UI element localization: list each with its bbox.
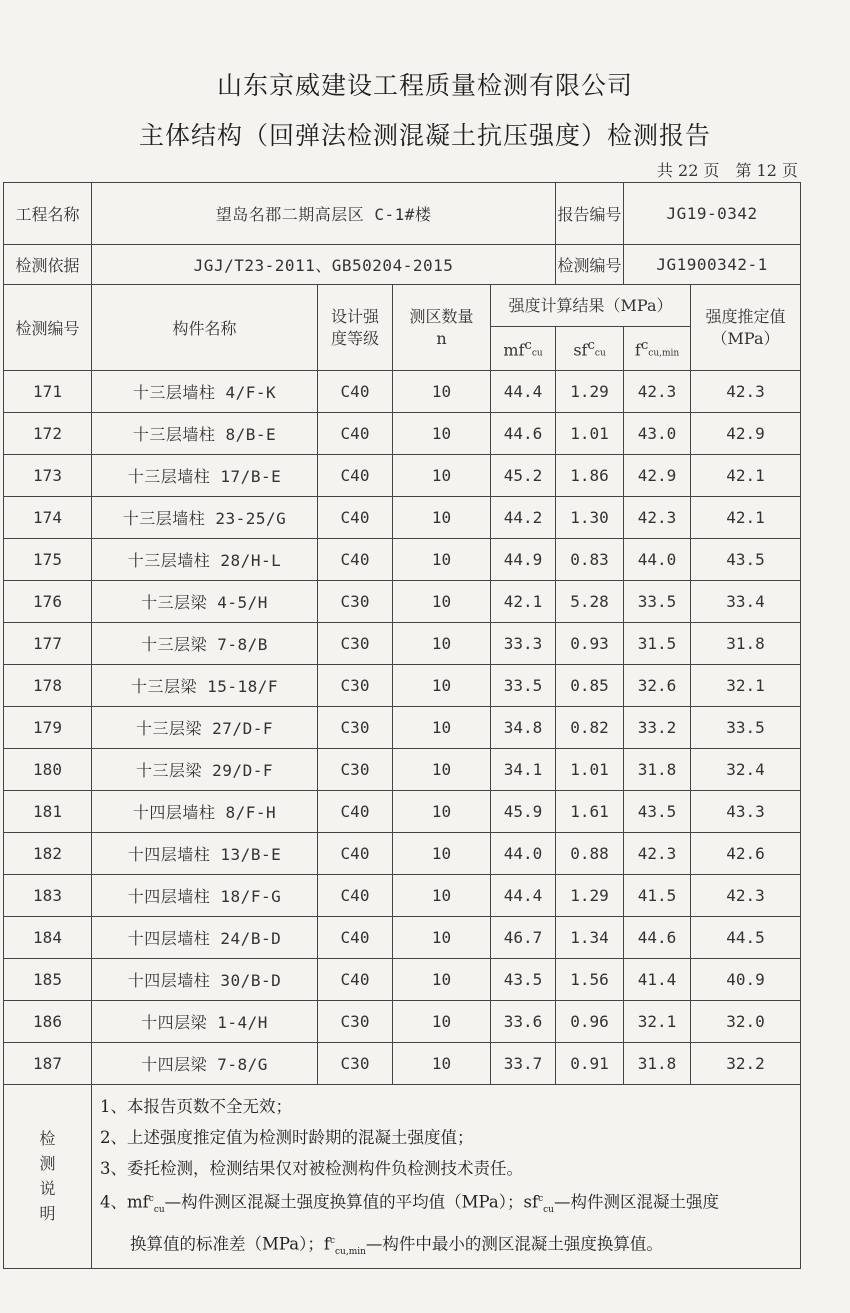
row-id: 181 [4,791,92,833]
row-areas: 10 [393,455,491,497]
col-areas-header [393,285,491,371]
row-sd: 1.29 [556,875,624,917]
row-grade: C30 [318,1043,393,1085]
row-estimate: 32.0 [691,1001,801,1043]
row-areas: 10 [393,707,491,749]
note-4: 4、$mf^c_{cu}—$构件测区混凝土强度换算值的平均值（MPa）；$sf^c_{cu}—$构件测区混凝土强度 [100,1192,719,1215]
row-estimate: 32.2 [691,1043,801,1085]
row-estimate: 31.8 [691,623,801,665]
table-row [4,959,801,1001]
col-areas-text: 测区数量 n [409,306,474,348]
row-min: 33.2 [624,707,691,749]
row-sd: 1.56 [556,959,624,1001]
row-min: 43.5 [624,791,691,833]
row-estimate: 42.9 [691,413,801,455]
row-mean: 33.7 [491,1043,556,1085]
row-id: 171 [4,371,92,413]
row-id: 179 [4,707,92,749]
row-grade: C30 [318,1001,393,1043]
row-min: 31.5 [624,623,691,665]
row-sd: 0.88 [556,833,624,875]
notes-content [92,1085,801,1269]
project-value: 望岛名郡二期高层区 C-1#楼 [92,183,556,245]
row-mean: 45.2 [491,455,556,497]
row-sd: 1.86 [556,455,624,497]
row-areas: 10 [393,1001,491,1043]
row-areas: 10 [393,917,491,959]
row-areas: 10 [393,959,491,1001]
column-header-row [4,285,801,327]
row-name: 十三层墙柱 28/H-L [92,539,318,581]
note-3: 3、委托检测，检测结果仅对被检测构件负检测技术责任。 [100,1159,523,1178]
test-no-value: JG1900342-1 [624,245,801,285]
col-sd-header: $sf^ccu$ [556,327,624,371]
row-mean: 34.8 [491,707,556,749]
row-id: 187 [4,1043,92,1085]
basis-row [4,245,801,285]
row-estimate: 33.5 [691,707,801,749]
row-sd: 0.91 [556,1043,624,1085]
notes-side-label [4,1085,92,1269]
row-areas: 10 [393,581,491,623]
row-id: 176 [4,581,92,623]
table-row [4,917,801,959]
table-row [4,833,801,875]
row-id: 180 [4,749,92,791]
row-areas: 10 [393,875,491,917]
row-estimate: 32.1 [691,665,801,707]
row-areas: 10 [393,497,491,539]
row-grade: C30 [318,749,393,791]
row-estimate: 42.6 [691,833,801,875]
note-4-cont: 换算值的标准差（MPa）；$f^c_{cu,min}—$构件中最小的测区混凝土强度换算值。 [130,1234,663,1257]
col-estimate-header [691,285,801,371]
row-areas: 10 [393,791,491,833]
table-row [4,413,801,455]
row-min: 42.9 [624,455,691,497]
row-sd: 0.96 [556,1001,624,1043]
row-grade: C40 [318,497,393,539]
row-areas: 10 [393,623,491,665]
row-sd: 1.01 [556,413,624,455]
row-areas: 10 [393,1043,491,1085]
row-mean: 44.0 [491,833,556,875]
row-areas: 10 [393,413,491,455]
row-name: 十三层梁 27/D-F [92,707,318,749]
row-mean: 42.1 [491,581,556,623]
row-sd: 1.61 [556,791,624,833]
row-min: 42.3 [624,497,691,539]
row-id: 175 [4,539,92,581]
row-mean: 33.5 [491,665,556,707]
row-name: 十三层墙柱 23-25/G [92,497,318,539]
row-grade: C30 [318,623,393,665]
table-row [4,707,801,749]
row-grade: C40 [318,959,393,1001]
row-grade: C40 [318,413,393,455]
row-sd: 1.34 [556,917,624,959]
row-mean: 43.5 [491,959,556,1001]
col-estimate-text: 强度推定值（MPa） [705,306,786,348]
row-sd: 5.28 [556,581,624,623]
row-name: 十四层墙柱 30/B-D [92,959,318,1001]
row-grade: C40 [318,791,393,833]
row-sd: 0.85 [556,665,624,707]
table-row [4,791,801,833]
row-name: 十三层梁 7-8/B [92,623,318,665]
row-name: 十四层墙柱 24/B-D [92,917,318,959]
row-id: 185 [4,959,92,1001]
row-grade: C40 [318,917,393,959]
row-name: 十三层墙柱 4/F-K [92,371,318,413]
row-id: 174 [4,497,92,539]
col-min-header: $f^ccu,\min$ [624,327,691,371]
test-no-label: 检测编号 [556,245,624,285]
row-sd: 1.30 [556,497,624,539]
row-sd: 0.93 [556,623,624,665]
table-row [4,665,801,707]
row-grade: C30 [318,665,393,707]
row-id: 177 [4,623,92,665]
row-grade: C40 [318,455,393,497]
table-row [4,497,801,539]
row-mean: 45.9 [491,791,556,833]
table-row [4,1001,801,1043]
row-name: 十三层墙柱 17/B-E [92,455,318,497]
basis-label: 检测依据 [4,245,92,285]
row-grade: C40 [318,875,393,917]
table-row [4,875,801,917]
table-row [4,749,801,791]
row-mean: 44.9 [491,539,556,581]
row-grade: C40 [318,539,393,581]
row-estimate: 42.1 [691,455,801,497]
row-min: 41.4 [624,959,691,1001]
row-min: 31.8 [624,1043,691,1085]
row-name: 十三层梁 15-18/F [92,665,318,707]
row-mean: 44.6 [491,413,556,455]
row-name: 十四层墙柱 18/F-G [92,875,318,917]
project-row [4,183,801,245]
row-grade: C40 [318,371,393,413]
report-table [3,182,801,1269]
note-2: 2、上述强度推定值为检测时龄期的混凝土强度值； [100,1128,474,1147]
table-row [4,371,801,413]
row-areas: 10 [393,371,491,413]
row-min: 31.8 [624,749,691,791]
row-mean: 44.4 [491,371,556,413]
row-sd: 0.82 [556,707,624,749]
basis-value: JGJ/T23-2011、GB50204-2015 [92,245,556,285]
page-info: 共 22 页 第 12 页 [656,161,798,180]
row-name: 十四层梁 7-8/G [92,1043,318,1085]
row-estimate: 43.5 [691,539,801,581]
row-name: 十三层梁 4-5/H [92,581,318,623]
notes-row [4,1085,801,1269]
row-mean: 44.4 [491,875,556,917]
row-id: 186 [4,1001,92,1043]
row-min: 33.5 [624,581,691,623]
row-min: 43.0 [624,413,691,455]
row-min: 41.5 [624,875,691,917]
row-mean: 33.3 [491,623,556,665]
row-id: 172 [4,413,92,455]
col-mean-header: $mf^ccu$ [491,327,556,371]
row-estimate: 40.9 [691,959,801,1001]
row-estimate: 33.4 [691,581,801,623]
row-estimate: 32.4 [691,749,801,791]
row-areas: 10 [393,749,491,791]
row-min: 32.6 [624,665,691,707]
col-calc-group-header: 强度计算结果（MPa） [491,285,691,327]
row-id: 178 [4,665,92,707]
note-1: 1、本报告页数不全无效； [100,1097,292,1116]
table-row [4,623,801,665]
report-title: 主体结构（回弹法检测混凝土抗压强度）检测报告 [138,121,711,150]
row-mean: 44.2 [491,497,556,539]
report-no-value: JG19-0342 [624,183,801,245]
table-row [4,581,801,623]
row-estimate: 42.3 [691,371,801,413]
col-grade-text: 设计强度等级 [330,306,379,348]
row-areas: 10 [393,539,491,581]
project-label: 工程名称 [4,183,92,245]
row-min: 32.1 [624,1001,691,1043]
table-row [4,455,801,497]
row-grade: C30 [318,581,393,623]
row-min: 44.0 [624,539,691,581]
row-mean: 46.7 [491,917,556,959]
row-name: 十三层墙柱 8/B-E [92,413,318,455]
row-areas: 10 [393,833,491,875]
row-estimate: 44.5 [691,917,801,959]
col-id-header: 检测编号 [4,285,92,371]
table-row [4,539,801,581]
col-name-header: 构件名称 [92,285,318,371]
row-areas: 10 [393,665,491,707]
row-estimate: 43.3 [691,791,801,833]
row-mean: 34.1 [491,749,556,791]
row-mean: 33.6 [491,1001,556,1043]
company-name: 山东京威建设工程质量检测有限公司 [216,71,633,100]
report-no-label: 报告编号 [556,183,624,245]
row-name: 十四层墙柱 13/B-E [92,833,318,875]
row-min: 42.3 [624,833,691,875]
row-sd: 0.83 [556,539,624,581]
row-grade: C40 [318,833,393,875]
row-estimate: 42.1 [691,497,801,539]
row-name: 十四层梁 1-4/H [92,1001,318,1043]
row-name: 十三层梁 29/D-F [92,749,318,791]
row-estimate: 42.3 [691,875,801,917]
row-name: 十四层墙柱 8/F-H [92,791,318,833]
row-min: 42.3 [624,371,691,413]
notes-side-text: 检测说明 [39,1129,56,1224]
row-id: 182 [4,833,92,875]
col-grade-header [318,285,393,371]
row-id: 184 [4,917,92,959]
row-sd: 1.01 [556,749,624,791]
row-id: 183 [4,875,92,917]
row-grade: C30 [318,707,393,749]
row-min: 44.6 [624,917,691,959]
table-row [4,1043,801,1085]
row-id: 173 [4,455,92,497]
row-sd: 1.29 [556,371,624,413]
